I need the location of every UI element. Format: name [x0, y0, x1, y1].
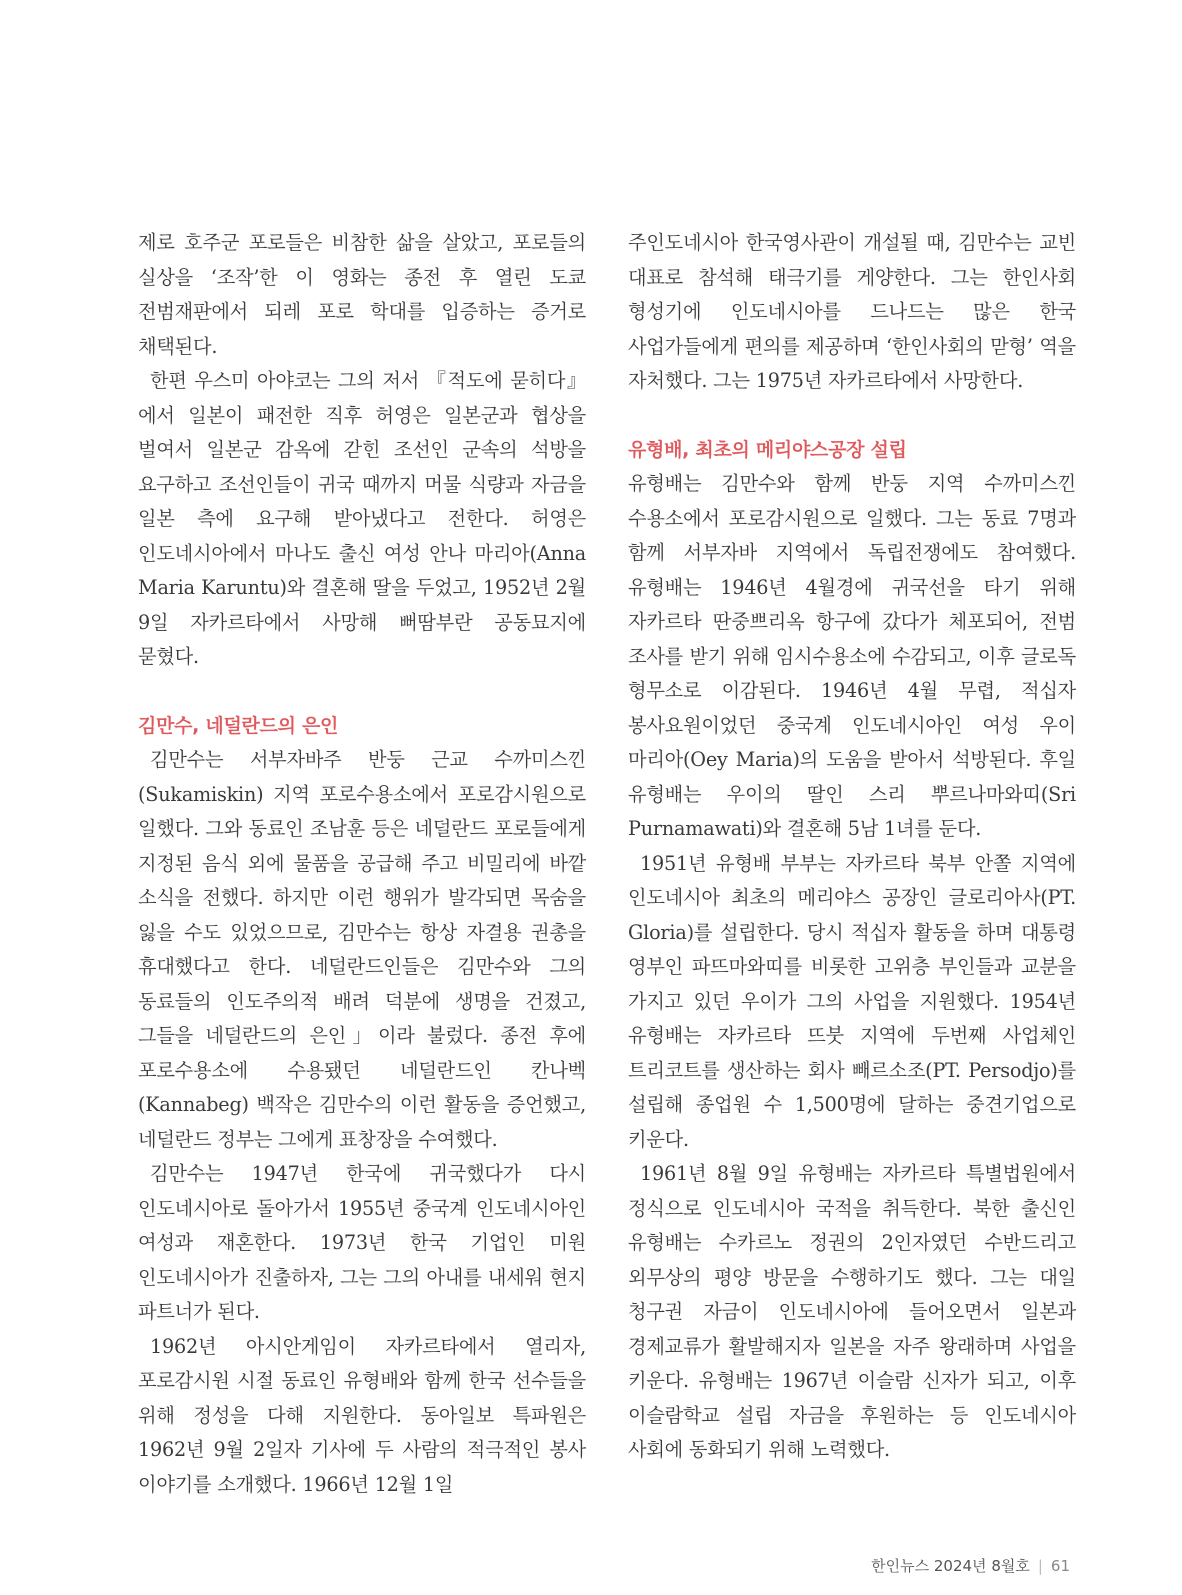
paragraph: 제로 호주군 포로들은 비참한 삶을 살았고, 포로들의 실상을 ‘조작’한 이 영화는 종전 후 열린 도쿄 전범재판에서 되레 포로 학대를 입증하는 증거로 채택된다. — [138, 231, 586, 358]
paragraph: 1962년 아시안게임이 자카르타에서 열리자, 포로감시원 시절 동료인 유형배와 함께 한국 선수들을 위해 정성을 다해 지원한다. 동아일보 특파원은 1962년 9월 2일자 기사에 두 사람의 적극적인 봉사 이야기를 소개했다. 1966년 12월 1일 — [138, 1334, 586, 1496]
paragraph: 1961년 8월 9일 유형배는 자카르타 특별법원에서 정식으로 인도네시아 국적을 취득한다. 북한 출신인 유형배는 수카르노 정권의 2인자였던 수반드리고 외무상의 평양 방문을 수행하기도 했다. 그는 대일 청구권 자금이 인도네시아에 들어오면서 일본과 경제교류가 활발해지자 일본을 자주 왕래하며 사업을 키운다. 유형배는 1967년 이슬람 신자가 되고, 이후 이슬람학교 설립 자금을 후원하는 등 인도네시아 사회에 동화되기 위해 노력했다. — [628, 1162, 1076, 1461]
page-number: 61 — [1050, 1557, 1070, 1575]
page-footer — [871, 1555, 1070, 1576]
section-gap — [138, 675, 586, 709]
paragraph: 김만수는 1947년 한국에 귀국했다가 다시 인도네시아로 돌아가서 1955년 중국계 인도네시아인 여성과 재혼한다. 1973년 한국 기업인 미원 인도네시아가 진출하자, 그는 그의 아내를 내세워 현지 파트너가 된다. — [138, 1162, 586, 1323]
right-column — [628, 226, 1076, 1468]
section-heading: 유형배, 최초의 메리야스공장 설립 — [628, 438, 907, 461]
section-heading: 김만수, 네덜란드의 은인 — [138, 714, 339, 737]
paragraph: 유형배는 김만수와 함께 반둥 지역 수까미스낀 수용소에서 포로감시원으로 일했다. 그는 동료 7명과 함께 서부자바 지역에서 독립전쟁에도 참여했다. 유형배는 1946년 4월경에 귀국선을 타기 위해 자카르타 딴중쁘리옥 항구에 갔다가 체포되어, 전범 조사를 받기 위해 임시수용소에 수감되고, 이후 글로독 형무소로 이감된다. 1946년 4월 무렵, 적십자 봉사요원이었던 중국계 인도네시아인 여성 우이 마리아(Oey Maria)의 도움을 받아서 석방된다. 후일 유형배는 우이의 딸인 스리 뿌르나마와띠(Sri Purnamawati)와 결혼해 5남 1녀를 둔다. — [628, 472, 1076, 840]
paragraph: 주인도네시아 한국영사관이 개설될 때, 김만수는 교빈 대표로 참석해 태극기를 게양한다. 그는 한인사회 형성기에 인도네시아를 드나드는 많은 한국 사업가들에게 편의를 제공하며 ‘한인사회의 맏형’ 역을 자처했다. 그는 1975년 자카르타에서 사망한다. — [628, 231, 1076, 392]
paragraph: 1951년 유형배 부부는 자카르타 북부 안쫄 지역에 인도네시아 최초의 메리야스 공장인 글로리아사(PT. Gloria)를 설립한다. 당시 적십자 활동을 하며 대통령 영부인 파뜨마와띠를 비롯한 고위층 부인들과 교분을 가지고 있던 우이가 그의 사업을 지원했다. 1954년 유형배는 자카르타 뜨붓 지역에 두번째 사업체인 트리코트를 생산하는 회사 빼르소조(PT. Persodjo)를 설립해 종업원 수 1,500명에 달하는 중견기업으로 키운다. — [628, 851, 1076, 1151]
publication-title: 한인뉴스 2024년 8월호 — [871, 1557, 1030, 1575]
left-column — [138, 226, 586, 1502]
paragraph: 한편 우스미 아야코는 그의 저서 『적도에 묻히다』에서 일본이 패전한 직후 허영은 일본군과 협상을 벌여서 일본군 감옥에 갇힌 조선인 군속의 석방을 요구하고 조선인들이 귀국 때까지 머물 식량과 자금을 일본 측에 요구해 받아냈다고 전한다. 허영은 인도네시아에서 마나도 출신 여성 안나 마리아(Anna Maria Karuntu)와 결혼해 딸을 두었고, 1952년 2월 9일 자카르타에서 사망해 뻐땀부란 공동묘지에 묻혔다. — [138, 369, 586, 668]
paragraph: 김만수는 서부자바주 반둥 근교 수까미스낀(Sukamiskin) 지역 포로수용소에서 포로감시원으로 일했다. 그와 동료인 조남훈 등은 네덜란드 포로들에게 지정된 음식 외에 물품을 공급해 주고 비밀리에 바깥 소식을 전했다. 하지만 이런 행위가 발각되면 목숨을 잃을 수도 있었으므로, 김만수는 항상 자결용 권총을 휴대했다고 한다. 네덜란드인들은 김만수와 그의 동료들의 인도주의적 배려 덕분에 생명을 건졌고, 그들을 네덜란드의 은인」이라 불렀다. 종전 후에 포로수용소에 수용됐던 네덜란드인 칸나벡(Kannabeg) 백작은 김만수의 이런 활동을 증언했고, 네덜란드 정부는 그에게 표창장을 수여했다. — [138, 748, 586, 1151]
section-gap — [628, 399, 1076, 433]
footer-separator: | — [1037, 1557, 1043, 1575]
